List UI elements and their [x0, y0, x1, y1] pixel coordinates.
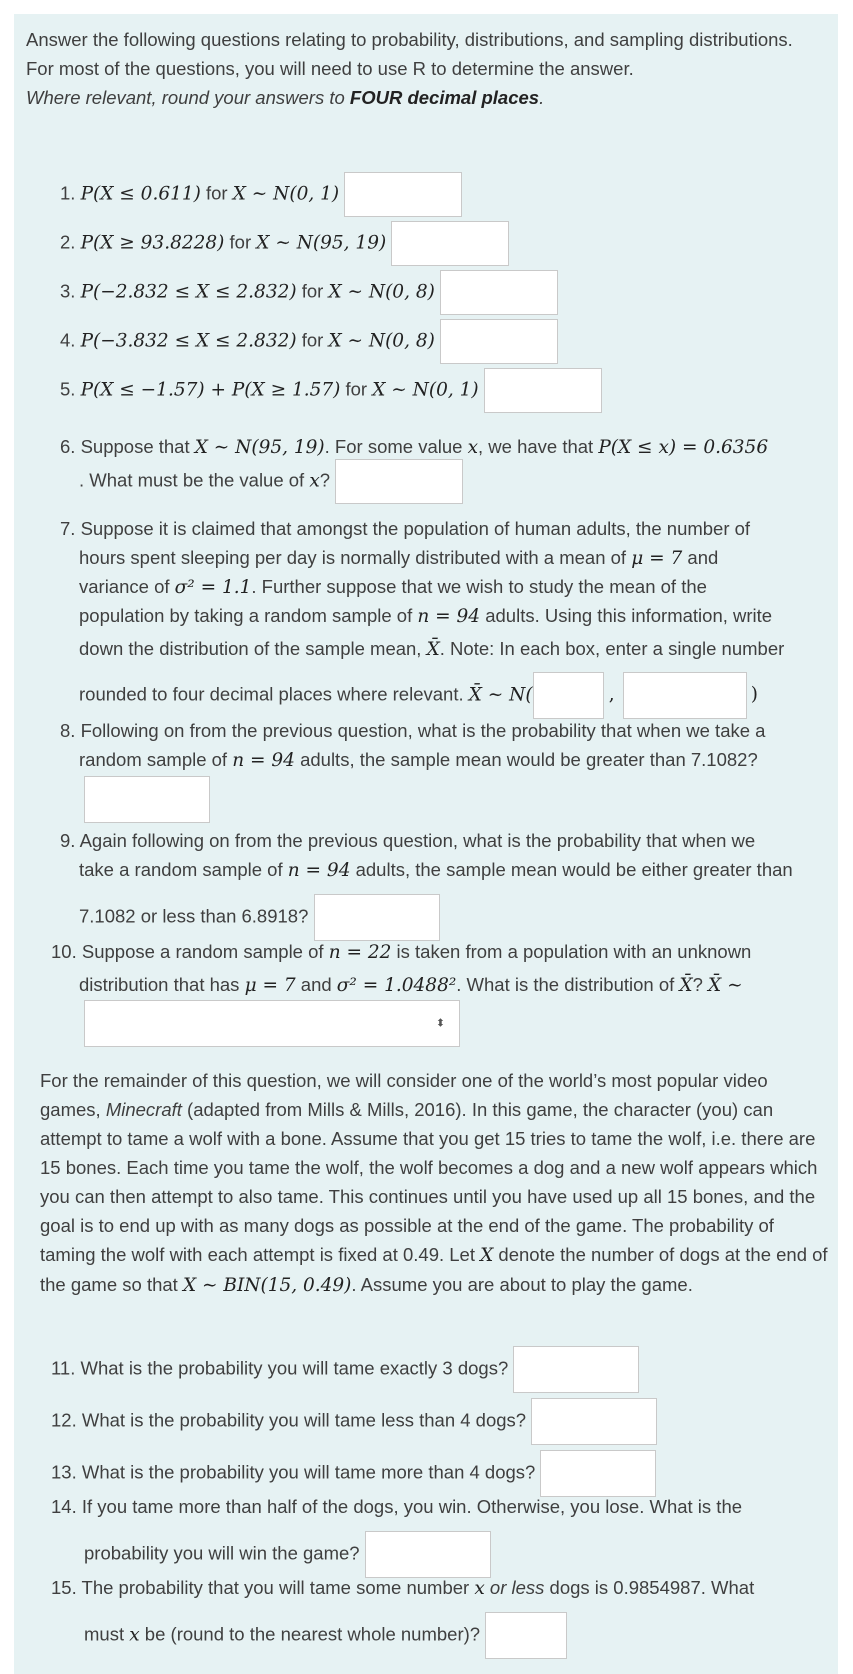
answer-4-input[interactable] — [440, 319, 558, 364]
question-2: 2. P(X ≥ 93.8228) for X ∼ N(95, 19) — [60, 221, 509, 266]
question-4: 4. P(−3.832 ≤ X ≤ 2.832) for X ∼ N(0, 8) — [60, 319, 558, 364]
question-6: 6. Suppose that X ∼ N(95, 19). For some value x, we have that P(X ≤ x) = 0.6356 — [60, 436, 769, 458]
answer-11-input[interactable] — [513, 1346, 639, 1393]
answer-15-input[interactable] — [485, 1612, 567, 1659]
answer-7-mean-input[interactable] — [533, 672, 604, 719]
answer-8-input[interactable] — [84, 776, 210, 823]
question-3: 3. P(−2.832 ≤ X ≤ 2.832) for X ∼ N(0, 8) — [60, 270, 558, 315]
question-7: 7. Suppose it is claimed that amongst the population of human adults, the number of — [60, 518, 751, 539]
question-8: 8. Following on from the previous question, what is the probability that when we take a — [60, 720, 766, 741]
question-7-line6: rounded to four decimal places where relevant. X̄ ∼ N( , ) — [79, 672, 758, 719]
answer-2-input[interactable] — [391, 221, 509, 266]
distribution-select[interactable] — [84, 1000, 460, 1047]
answer-7-variance-input[interactable] — [623, 672, 747, 719]
answer-6-input[interactable] — [335, 459, 463, 504]
select-arrows-icon: ⬍ — [435, 1017, 445, 1029]
question-13: 13. What is the probability you will tame more than 4 dogs? — [51, 1450, 656, 1497]
question-12: 12. What is the probability you will tame less than 4 dogs? — [51, 1398, 657, 1445]
answer-13-input[interactable] — [540, 1450, 656, 1497]
answer-3-input[interactable] — [440, 270, 558, 315]
answer-1-input[interactable] — [344, 172, 462, 217]
question-15-line2: must x be (round to the nearest whole number)? — [84, 1612, 567, 1659]
question-9: 9. Again following on from the previous question, what is the probability that when we — [60, 830, 756, 851]
question-9-line3: 7.1082 or less than 6.8918? — [79, 894, 440, 941]
question-6-line2: . What must be the value of x? — [79, 459, 463, 504]
minecraft-paragraph: For the remainder of this question, we will consider one of the world’s most popular video games, Minecraft (adapted from Mills & Mills, 2016). In this game, the character (you) can attempt to tame a wolf with a bone. Assume that you get 15 tries to tame the wolf, i.e. there are 15 bones. Each time you tame the wolf, the wolf becomes a dog and a new wolf appears which you can then attempt to also tame. This continues until you have used up all 15 bones, and the goal is to end up with as many dogs as possible at the end of the game. The probability of taming the wolf with each attempt is fixed at 0.49. Let X denote the number of dogs at the end of the game so that X ∼ BIN(15, 0.49). Assume you are about to play the game. — [40, 1070, 828, 1296]
question-15: 15. The probability that you will tame some number x or less dogs is 0.9854987. What — [51, 1577, 755, 1599]
question-14-line2: probability you will win the game? — [84, 1531, 491, 1578]
answer-9-input[interactable] — [314, 894, 440, 941]
question-14: 14. If you tame more than half of the dogs, you win. Otherwise, you lose. What is the — [51, 1496, 743, 1517]
answer-5-input[interactable] — [484, 368, 602, 413]
intro-text: Answer the following questions relating to probability, distributions, and sampling distributions. For most of the questions, you will need to use R to determine the answer. Where relevant, round your answers to FOUR decimal places. — [26, 29, 793, 108]
question-5: 5. P(X ≤ −1.57) + P(X ≥ 1.57) for X ∼ N(0, 1) — [60, 368, 602, 413]
question-1: 1. P(X ≤ 0.611) for X ∼ N(0, 1) — [60, 172, 462, 217]
question-11: 11. What is the probability you will tame exactly 3 dogs? — [51, 1346, 639, 1393]
answer-12-input[interactable] — [531, 1398, 657, 1445]
answer-14-input[interactable] — [365, 1531, 491, 1578]
question-10: 10. Suppose a random sample of n = 22 is taken from a population with an unknown — [51, 941, 752, 963]
